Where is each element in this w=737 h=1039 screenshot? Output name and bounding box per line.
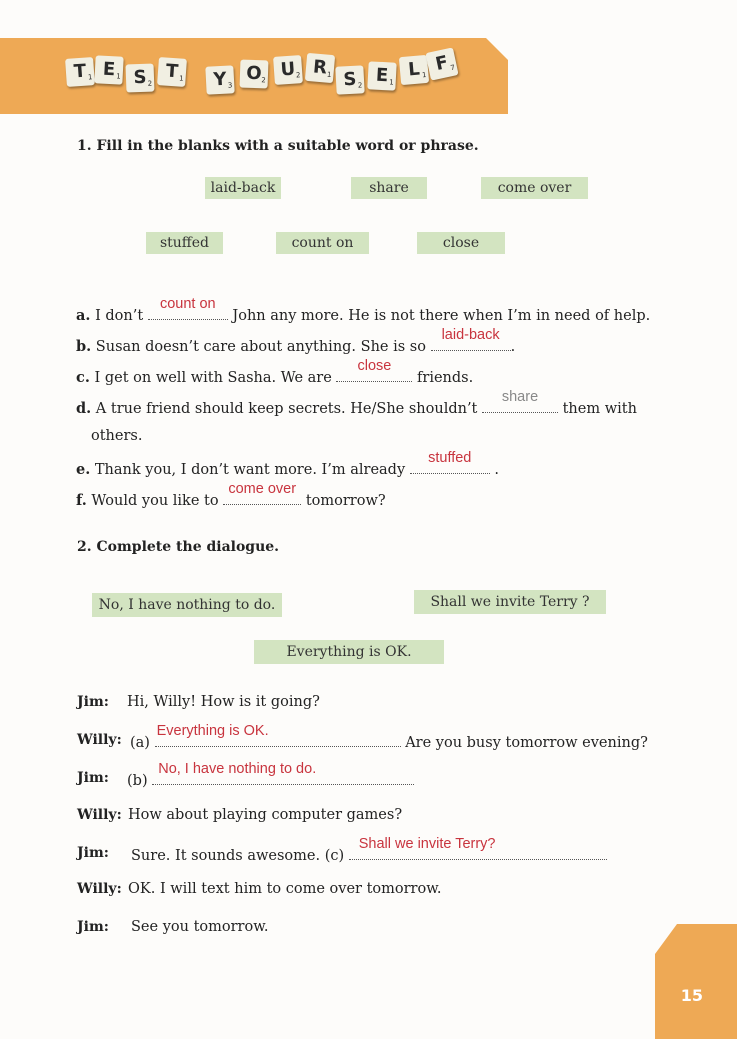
answer-blank[interactable]: share	[482, 398, 558, 413]
word-bank-item: close	[417, 232, 505, 254]
dialogue-line: See you tomorrow.	[131, 919, 269, 935]
word-bank-item: stuffed	[146, 232, 223, 254]
letter-tile: S 2	[126, 64, 155, 93]
dialogue-speaker: Willy:	[77, 732, 122, 748]
dialogue-speaker: Jim:	[77, 770, 109, 786]
dialogue-option: Everything is OK.	[254, 640, 444, 664]
dialogue-option: Shall we invite Terry ?	[414, 590, 606, 614]
answer-blank[interactable]: laid-back	[431, 336, 511, 351]
dialogue-line: Hi, Willy! How is it going?	[127, 694, 320, 710]
dialogue-speaker: Jim:	[77, 694, 109, 710]
answer-blank[interactable]: Everything is OK.	[155, 732, 401, 747]
answer-blank[interactable]: come over	[223, 490, 301, 505]
page-number: 15	[680, 986, 703, 1005]
answer-blank[interactable]: close	[336, 367, 412, 382]
letter-tile: U 2	[273, 55, 303, 85]
answer-blank[interactable]: No, I have nothing to do.	[152, 770, 414, 785]
letter-tile: T 1	[65, 57, 95, 87]
exercise-1-item-f: f. Would you like to come over tomorrow?	[76, 481, 386, 509]
letter-tile: T 1	[157, 57, 187, 87]
exercise-1-title: 1. Fill in the blanks with a suitable word or phrase.	[77, 138, 479, 154]
exercise-2-title: 2. Complete the dialogue.	[77, 539, 280, 555]
dialogue-line: Sure. It sounds awesome. (c) Shall we invite Terry?	[131, 845, 607, 864]
test-yourself-title	[62, 48, 482, 108]
dialogue-line: (a) Everything is OK. Are you busy tomorrow evening?	[130, 723, 648, 751]
dialogue-line: OK. I will text him to come over tomorrow.	[128, 881, 442, 897]
letter-tile: E 1	[367, 61, 396, 90]
answer-blank[interactable]: stuffed	[410, 459, 490, 474]
exercise-1-item-d: d. A true friend should keep secrets. He/She shouldn’t share them with	[76, 389, 637, 417]
dialogue-speaker: Willy:	[77, 881, 122, 897]
dialogue-option: No, I have nothing to do.	[92, 593, 282, 617]
exercise-1-item-a: a. I don’t count on John any more. He is not there when I’m in need of help.	[76, 296, 651, 324]
answer-blank[interactable]: Shall we invite Terry?	[349, 845, 607, 860]
dialogue-line: How about playing computer games?	[128, 807, 403, 823]
word-bank-item: share	[351, 177, 427, 199]
letter-tile: S 2	[335, 65, 364, 94]
exercise-1-item-b: b. Susan doesn’t care about anything. She is so laid-back .	[76, 327, 516, 355]
exercise-1-item-c: c. I get on well with Sasha. We are close friends.	[76, 358, 474, 386]
letter-tile: Y 3	[205, 65, 234, 94]
word-bank-item: count on	[276, 232, 369, 254]
exercise-1-item-e: e. Thank you, I don’t want more. I’m already stuffed .	[76, 450, 499, 478]
dialogue-line: (b) No, I have nothing to do.	[127, 770, 414, 789]
answer-blank[interactable]: count on	[148, 305, 228, 320]
dialogue-speaker: Jim:	[77, 919, 109, 935]
letter-tile: O 2	[240, 60, 269, 89]
page-corner-tab	[655, 924, 737, 1039]
dialogue-speaker: Willy:	[77, 807, 122, 823]
dialogue-speaker: Jim:	[77, 845, 109, 861]
exercise-1-item-d-cont: others.	[91, 428, 143, 444]
word-bank-item: come over	[481, 177, 588, 199]
letter-tile: E 1	[94, 55, 123, 84]
letter-tile: L 1	[399, 55, 429, 85]
word-bank-item: laid-back	[205, 177, 281, 199]
letter-tile: R 1	[305, 53, 335, 83]
letter-tile: F 7	[425, 47, 458, 80]
